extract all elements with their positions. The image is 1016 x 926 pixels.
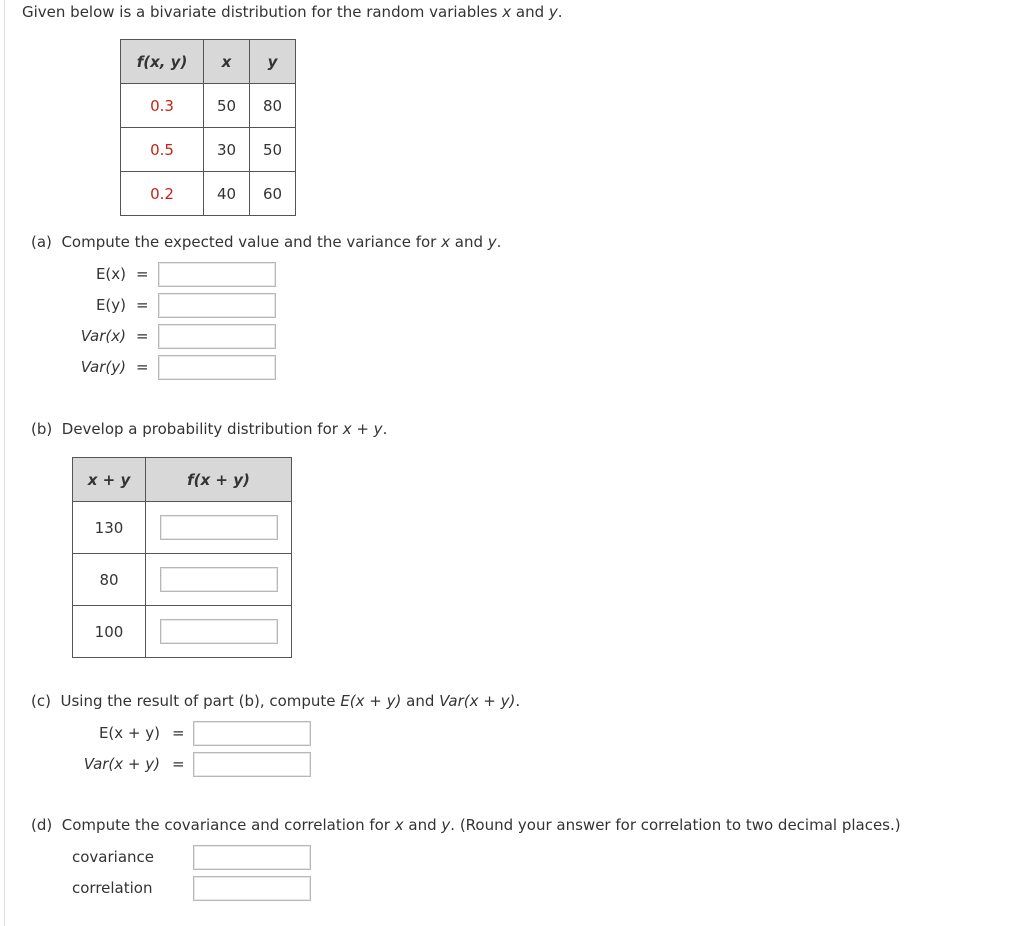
table-row	[121, 172, 296, 216]
correlation-label: correlation	[72, 879, 153, 897]
x-cell: 40	[204, 172, 250, 216]
table-row	[73, 502, 292, 554]
prob-cell: 0.5	[121, 128, 204, 172]
exy-label: E(x + y)	[98, 724, 160, 742]
varxy-input[interactable]	[193, 752, 311, 777]
prob-cell: 0.2	[121, 172, 204, 216]
vary-label: Var(y)	[80, 358, 126, 376]
y-cell: 60	[250, 172, 296, 216]
header-y: y	[250, 40, 296, 84]
part-d-question: (d) Compute the covariance and correlation for x and y. (Round your answer for correlation to two decimal places.)	[31, 816, 901, 834]
varx-input[interactable]	[158, 324, 276, 349]
table-row	[73, 606, 292, 658]
vary-input[interactable]	[158, 355, 276, 380]
fsum-input-100[interactable]	[160, 619, 278, 644]
correlation-input[interactable]	[193, 876, 311, 901]
sum-cell: 100	[73, 606, 146, 658]
header-fsum: f(x + y)	[146, 458, 292, 502]
part-a-question: (a) Compute the expected value and the variance for x and y.	[31, 233, 502, 251]
covariance-input[interactable]	[193, 845, 311, 870]
y-cell: 50	[250, 128, 296, 172]
fsum-input-130[interactable]	[160, 515, 278, 540]
bivariate-distribution-table	[120, 39, 296, 216]
x-cell: 30	[204, 128, 250, 172]
table-header-row	[121, 40, 296, 84]
covariance-label: covariance	[72, 848, 155, 866]
table-header-row	[73, 458, 292, 502]
part-b-question: (b) Develop a probability distribution for x + y.	[31, 420, 388, 438]
ex-label: E(x)	[95, 265, 126, 283]
header-fxy: f(x, y)	[121, 40, 204, 84]
table-row	[121, 84, 296, 128]
fsum-cell	[146, 606, 292, 658]
varxy-label: Var(x + y)	[83, 755, 160, 773]
x-cell: 50	[204, 84, 250, 128]
equals-sign: =	[136, 296, 149, 314]
part-c-question: (c) Using the result of part (b), compute E(x + y) and Var(x + y).	[31, 692, 521, 710]
header-x: x	[204, 40, 250, 84]
table-row	[121, 128, 296, 172]
intro-text: Given below is a bivariate distribution for the random variables x and y.	[22, 3, 563, 21]
ey-label: E(y)	[95, 296, 126, 314]
left-border	[4, 0, 5, 926]
equals-sign: =	[136, 327, 149, 345]
fsum-cell	[146, 554, 292, 606]
exy-input[interactable]	[193, 721, 311, 746]
varx-label: Var(x)	[80, 327, 126, 345]
sum-distribution-table	[72, 457, 292, 658]
ex-input[interactable]	[158, 262, 276, 287]
sum-cell: 80	[73, 554, 146, 606]
equals-sign: =	[172, 724, 185, 742]
equals-sign: =	[136, 358, 149, 376]
equals-sign: =	[172, 755, 185, 773]
sum-cell: 130	[73, 502, 146, 554]
table-row	[73, 554, 292, 606]
ey-input[interactable]	[158, 293, 276, 318]
prob-cell: 0.3	[121, 84, 204, 128]
fsum-input-80[interactable]	[160, 567, 278, 592]
header-sum: x + y	[73, 458, 146, 502]
equals-sign: =	[136, 265, 149, 283]
y-cell: 80	[250, 84, 296, 128]
fsum-cell	[146, 502, 292, 554]
